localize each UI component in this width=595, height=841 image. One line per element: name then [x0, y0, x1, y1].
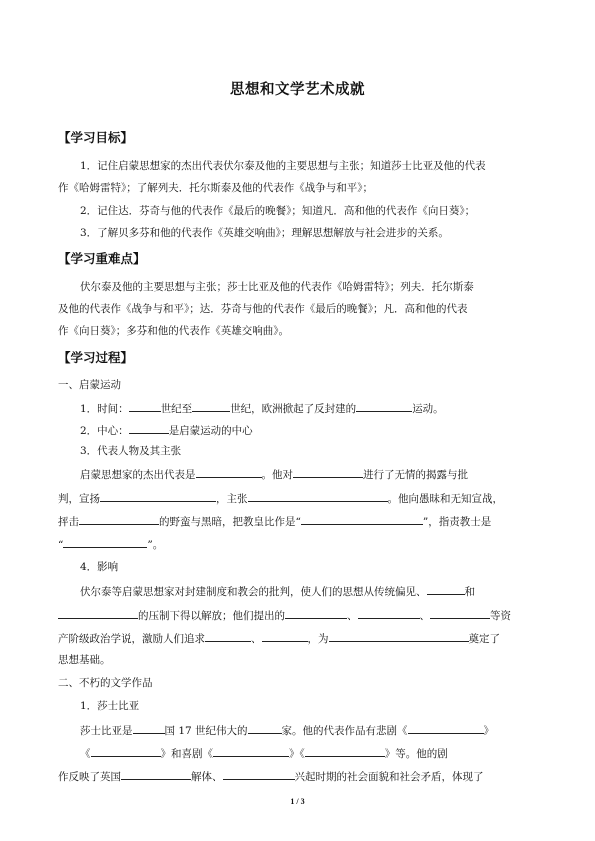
blank[interactable] — [427, 583, 465, 595]
impact-line-3: 产阶级政治学说，激励人们追求 、 ，为 奠定了 — [58, 630, 500, 646]
impact-line-2: 的压制下得以解放；他们提出的 、 、 等资 — [58, 607, 511, 623]
blank[interactable] — [329, 630, 469, 642]
time-line: 1．时间： 世纪至 世纪，欧洲掀起了反封建的 运动。 — [80, 400, 444, 416]
shakespeare-title: 1．莎士比亚 — [80, 700, 140, 712]
process-heading: 【学习过程】 — [58, 350, 134, 365]
impact-title: 4．影响 — [80, 561, 119, 573]
objectives-line-4: 3．了解贝多芬和他的代表作《英雄交响曲》；理解思想解放与社会进步的关系。 — [80, 227, 449, 239]
reps-line-1: 启蒙思想家的杰出代表是 。他对 进行了无情的揭露与批 — [80, 466, 468, 482]
objectives-line-2: 作《哈姆雷特》；了解列夫．托尔斯泰及他的代表作《战争与和平》； — [58, 182, 373, 194]
objectives-line-3: 2．记住达．芬奇与他的代表作《最后的晚餐》；知道凡．高和他的代表作《向日葵》； — [80, 205, 476, 217]
blank[interactable] — [356, 400, 412, 412]
blank[interactable] — [430, 607, 490, 619]
key-points-line-1: 伏尔泰及他的主要思想与主张；莎士比亚及他的代表作《哈姆雷特》；列夫．托尔斯泰 — [80, 281, 474, 293]
blank[interactable] — [205, 630, 251, 642]
shakespeare-line-2: 《 》和喜剧《 》《 》等。他的剧 — [80, 745, 448, 761]
shakespeare-line-3: 作反映了英国 解体、 兴起时期的社会面貌和社会矛盾，体现了 — [58, 768, 484, 784]
blank[interactable] — [262, 630, 308, 642]
blank[interactable] — [100, 490, 216, 502]
blank[interactable] — [248, 722, 282, 734]
impact-line-1: 伏尔泰等启蒙思想家对封建制度和教会的批判，使人们的思想从传统偏见、 和 — [80, 583, 475, 599]
shakespeare-line-1: 莎士比亚是 国 17 世纪伟大的 家。他的代表作品有悲剧《 》 — [80, 722, 494, 738]
blank[interactable] — [248, 490, 388, 502]
part2-title: 二、不朽的文学作品 — [58, 677, 153, 689]
blank[interactable] — [58, 607, 138, 619]
objectives-line-1: 1．记住启蒙思想家的杰出代表伏尔泰及他的主要思想与主张；知道莎士比亚及他的代表 — [80, 160, 486, 172]
reps-line-4: “ ”。 — [58, 536, 163, 552]
blank[interactable] — [121, 768, 191, 780]
part1-title: 一、启蒙运动 — [58, 379, 121, 391]
blank[interactable] — [192, 400, 230, 412]
blank[interactable] — [196, 466, 262, 478]
page-title: 思想和文学艺术成就 — [230, 82, 365, 98]
reps-line-2: 判，宣扬 ，主张 。他向愚昧和无知宣战， — [58, 490, 503, 506]
key-points-line-3: 作《向日葵》；多芬和他的代表作《英雄交响曲》。 — [58, 325, 289, 337]
blank[interactable] — [223, 768, 295, 780]
blank[interactable] — [63, 536, 147, 548]
key-points-line-2: 及他的代表作《战争与和平》；达．芬奇与他的代表作《最后的晚餐》；凡．高和他的代表 — [58, 303, 468, 315]
blank[interactable] — [91, 745, 161, 757]
blank[interactable] — [79, 513, 159, 525]
representatives-title: 3．代表人物及其主张 — [80, 445, 182, 457]
blank[interactable] — [305, 745, 385, 757]
key-points-heading: 【学习重难点】 — [58, 251, 146, 266]
blank[interactable] — [358, 607, 420, 619]
reps-line-3: 抨击 的野蛮与黑暗，把教皇比作是“ ”，指责教士是 — [58, 513, 491, 529]
blank[interactable] — [213, 745, 289, 757]
blank[interactable] — [293, 466, 363, 478]
impact-line-4: 思想基础。 — [58, 654, 111, 666]
objectives-heading: 【学习目标】 — [58, 130, 134, 145]
blank[interactable] — [285, 607, 347, 619]
blank[interactable] — [129, 400, 161, 412]
blank[interactable] — [408, 722, 484, 734]
page-number: 1 / 3 — [290, 797, 305, 806]
blank[interactable] — [129, 422, 169, 434]
center-line: 2．中心： 是启蒙运动的中心 — [80, 422, 253, 438]
blank[interactable] — [301, 513, 423, 525]
blank[interactable] — [133, 722, 165, 734]
